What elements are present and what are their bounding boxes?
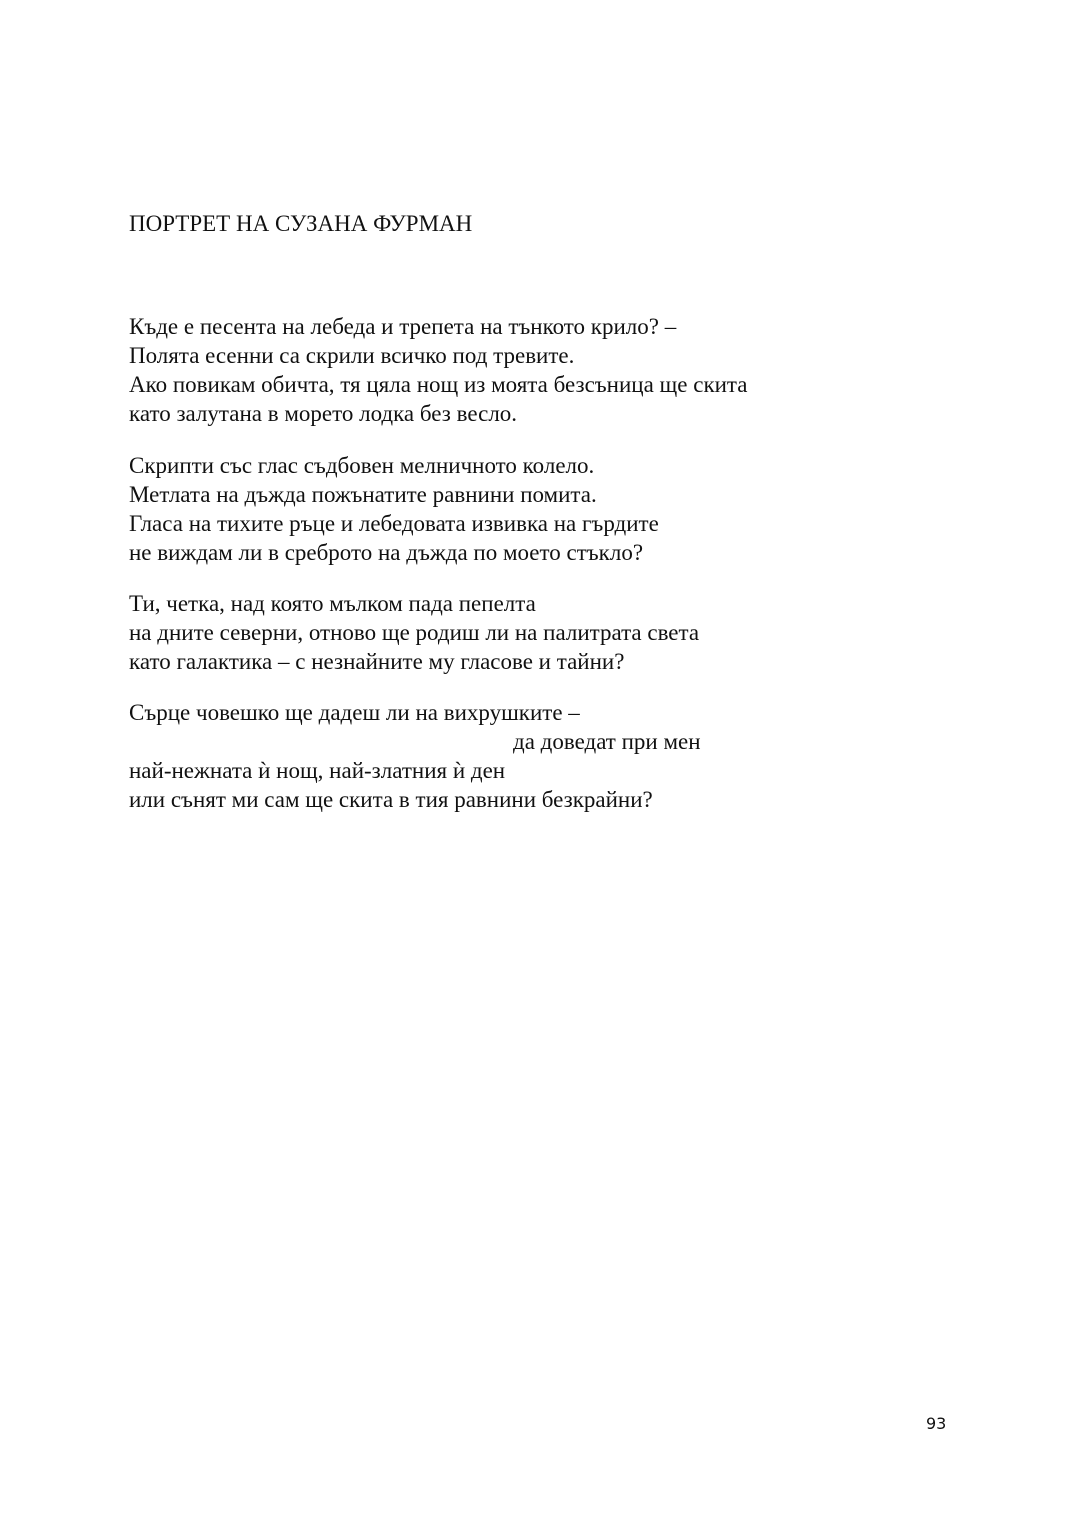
poem-line: Скрипти със глас съдбовен мелничното колело. <box>129 453 595 478</box>
poem-line: Полята есенни са скрили всичко под тревите. <box>129 343 575 368</box>
page-number: 93 <box>926 1414 947 1433</box>
poem-line: като галактика – с незнайните му гласове и тайни? <box>129 649 625 674</box>
stanza-1 <box>129 312 989 428</box>
poem-line: или сънят ми сам ще скита в тия равнини безкрайни? <box>129 787 653 812</box>
stanza-3 <box>129 589 989 676</box>
stanza-2 <box>129 451 989 567</box>
poem-line: Ти, четка, над която мълком пада пепелта <box>129 591 536 616</box>
poem-line: като залутана в морето лодка без весло. <box>129 401 518 426</box>
poem-line: не виждам ли в среброто на дъжда по моето стъкло? <box>129 540 644 565</box>
poem-line: Метлата на дъжда пожънатите равнини помита. <box>129 482 597 507</box>
poem-line: Сърце човешко ще дадеш ли на вихрушките – <box>129 700 580 725</box>
poem-line: на дните северни, отново ще родиш ли на палитрата света <box>129 620 700 645</box>
stanza-4 <box>129 698 989 814</box>
poem-line: Ако повикам обичта, тя цяла нощ из моята безсъница ще скита <box>129 372 748 397</box>
poem-title: ПОРТРЕТ НА СУЗАНА ФУРМАН <box>129 211 473 236</box>
poem-line: най-нежната ѝ нощ, най-златния ѝ ден <box>129 758 506 783</box>
poem-line: Къде е песента на лебеда и трепета на тънкото крило? – <box>129 314 677 339</box>
poem-line: Гласа на тихите ръце и лебедовата извивка на гърдите <box>129 511 659 536</box>
poem-line-indented: да доведат при мен <box>513 729 701 754</box>
